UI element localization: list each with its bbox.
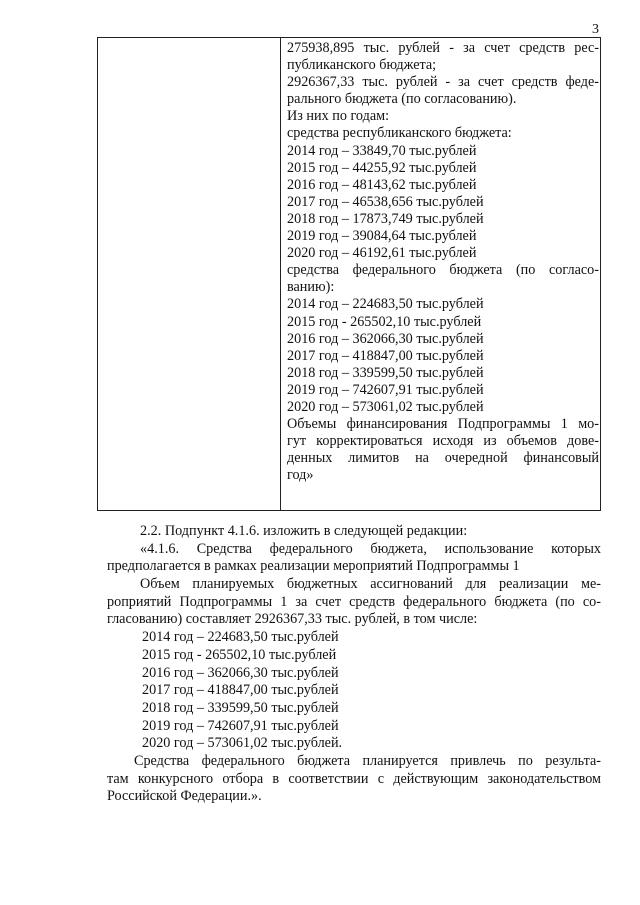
body-line: предполагается в рамках реализации мероприятий Подпрограммы 1 <box>107 558 520 575</box>
body-line: 2018 год – 339599,50 тыс.рублей <box>142 699 339 716</box>
table-cell-line: гут корректироваться исходя из объемов дове- <box>287 433 599 450</box>
body-line: 2016 год – 362066,30 тыс.рублей <box>142 664 339 681</box>
body-line: Российской Федерации.». <box>107 788 262 805</box>
table-cell-line: 2018 год – 17873,749 тыс.рублей <box>287 210 484 227</box>
table-cell-line: Объемы финансирования Подпрограммы 1 мо- <box>287 416 599 433</box>
body-line: Объем планируемых бюджетных ассигнований для реализации ме- <box>140 576 601 593</box>
table-cell-line: 2018 год – 339599,50 тыс.рублей <box>287 364 484 381</box>
body-line: 2.2. Подпункт 4.1.6. изложить в следующей редакции: <box>140 523 468 539</box>
page-number: 3 <box>592 22 599 37</box>
table-cell-line: рального бюджета (по согласованию). <box>287 91 517 108</box>
body-line: Средства федерального бюджета планируется привлечь по результа- <box>134 752 601 769</box>
body-line: 2019 год – 742607,91 тыс.рублей <box>142 717 339 734</box>
body-line: 2020 год – 573061,02 тыс.рублей. <box>142 735 343 752</box>
body-line: 2014 год – 224683,50 тыс.рублей <box>142 629 339 646</box>
table-cell-line: 2019 год – 742607,91 тыс.рублей <box>287 381 484 398</box>
table-cell-line: 2015 год – 44255,92 тыс.рублей <box>287 159 477 176</box>
table-cell-line: публиканского бюджета; <box>287 57 437 74</box>
body-line: там конкурсного отбора в соответствии с действующим законодательством <box>107 770 601 787</box>
table-cell-line: Из них по годам: <box>287 108 390 125</box>
document-body <box>107 523 601 806</box>
table-cell-line: средства республиканского бюджета: <box>287 125 512 142</box>
body-line: роприятий Подпрограммы 1 за счет средств федерального бюджета (по со- <box>107 593 601 610</box>
table-cell-line: 2014 год – 224683,50 тыс.рублей <box>287 296 484 313</box>
table-cell-line: год» <box>287 467 314 484</box>
table-column-divider <box>280 38 281 510</box>
body-line: 2017 год – 418847,00 тыс.рублей <box>142 682 339 699</box>
table-cell-line: 2019 год – 39084,64 тыс.рублей <box>287 228 477 245</box>
table-cell-line: 2015 год - 265502,10 тыс.рублей <box>287 313 482 330</box>
table-financing-cell <box>287 40 599 484</box>
table-cell-line: 2016 год – 362066,30 тыс.рублей <box>287 330 484 347</box>
body-line: гласованию) составляет 2926367,33 тыс. рублей, в том числе: <box>107 611 478 628</box>
table-cell-line: 2020 год – 46192,61 тыс.рублей <box>287 245 477 262</box>
table-cell-line: 2017 год – 418847,00 тыс.рублей <box>287 347 484 364</box>
table-cell-line: 2017 год – 46538,656 тыс.рублей <box>287 193 484 210</box>
table-cell-line: ванию): <box>287 279 335 296</box>
table-cell-line: 275938,895 тыс. рублей - за счет средств рес- <box>287 40 599 56</box>
table-cell-line: 2016 год – 48143,62 тыс.рублей <box>287 176 477 193</box>
table-cell-line: 2926367,33 тыс. рублей - за счет средств феде- <box>287 74 599 91</box>
table-cell-line: денных лимитов на очередной финансовый <box>287 450 599 467</box>
body-line: 2015 год - 265502,10 тыс.рублей <box>142 646 337 663</box>
financing-table <box>97 37 601 511</box>
table-cell-line: 2014 год – 33849,70 тыс.рублей <box>287 142 477 159</box>
body-line: «4.1.6. Средства федерального бюджета, использование которых <box>140 540 601 557</box>
table-cell-line: 2020 год – 573061,02 тыс.рублей <box>287 398 484 415</box>
table-cell-line: средства федерального бюджета (по согласо- <box>287 262 599 279</box>
